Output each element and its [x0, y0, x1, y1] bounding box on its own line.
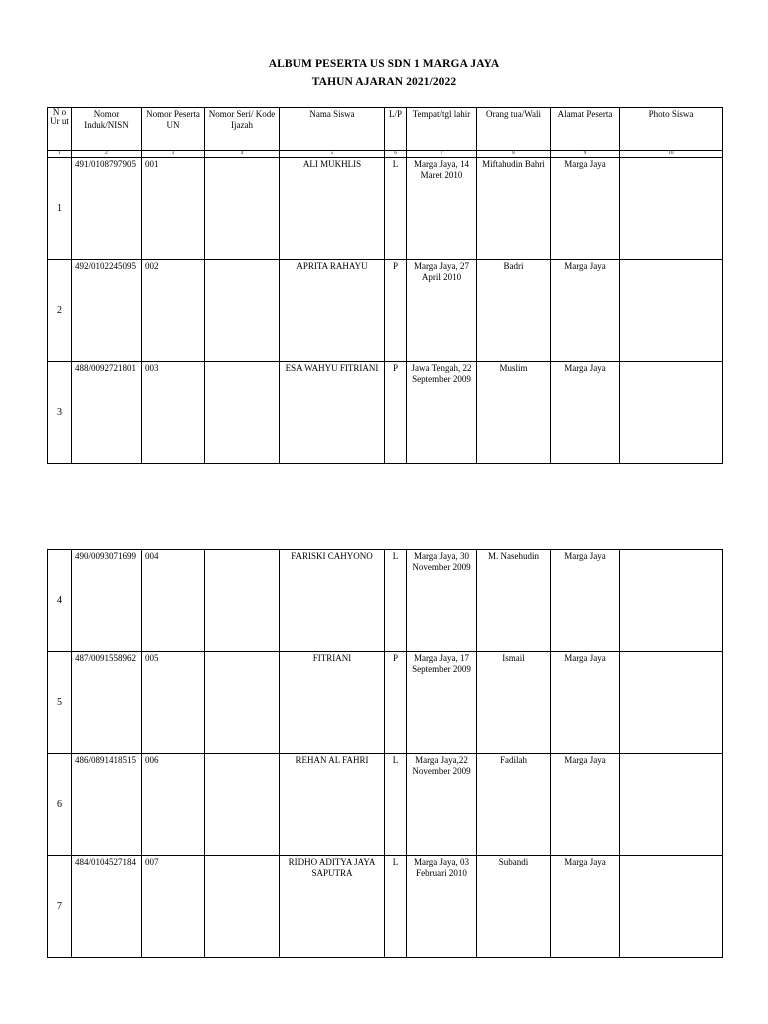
document-title: ALBUM PESERTA US SDN 1 MARGA JAYA [268, 58, 500, 70]
lp-cell: P [385, 652, 407, 754]
nama-cell: APRITA RAHAYU [280, 260, 385, 362]
table-row [48, 754, 723, 856]
peserta-cell: 001 [142, 158, 205, 260]
ortu-cell: Fadilah [477, 754, 551, 856]
header-row [48, 108, 723, 151]
row-number: 1 [48, 158, 72, 260]
peserta-cell: 007 [142, 856, 205, 958]
alamat-cell: Marga Jaya [551, 550, 620, 652]
row-number: 5 [48, 652, 72, 754]
column-number: 4 [205, 151, 280, 158]
header-nisn: Nomor Induk/NISN [72, 108, 142, 151]
nisn-cell: 488/0092721801 [72, 362, 142, 464]
alamat-cell: Marga Jaya [551, 856, 620, 958]
table-row [48, 652, 723, 754]
peserta-cell: 006 [142, 754, 205, 856]
table-row [48, 158, 723, 260]
ttl-cell: Marga Jaya, 27 April 2010 [407, 260, 477, 362]
row-number: 6 [48, 754, 72, 856]
header-lp: L/P [385, 108, 407, 151]
nisn-cell: 486/0891418515 [72, 754, 142, 856]
nama-cell: ALI MUKHLIS [280, 158, 385, 260]
seri-cell [205, 754, 280, 856]
ttl-cell: Marga Jaya, 14 Maret 2010 [407, 158, 477, 260]
peserta-cell: 002 [142, 260, 205, 362]
nisn-cell: 491/0108797905 [72, 158, 142, 260]
lp-cell: L [385, 856, 407, 958]
header-no: N o Ur ut [48, 108, 72, 151]
nama-cell: REHAN AL FAHRI [280, 754, 385, 856]
photo-cell [620, 550, 723, 652]
alamat-cell: Marga Jaya [551, 362, 620, 464]
ttl-cell: Marga Jaya,22 November 2009 [407, 754, 477, 856]
column-number: 2 [72, 151, 142, 158]
column-number: 7 [407, 151, 477, 158]
row-number: 4 [48, 550, 72, 652]
column-number: 3 [142, 151, 205, 158]
ttl-cell: Marga Jaya, 17 September 2009 [407, 652, 477, 754]
header-nama: Nama Siswa [280, 108, 385, 151]
row-number: 2 [48, 260, 72, 362]
seri-cell [205, 652, 280, 754]
participants-table-page-1 [47, 107, 723, 464]
photo-cell [620, 362, 723, 464]
ortu-cell: Ismail [477, 652, 551, 754]
column-number: 10 [620, 151, 723, 158]
ortu-cell: Badri [477, 260, 551, 362]
ortu-cell: Muslim [477, 362, 551, 464]
seri-cell [205, 260, 280, 362]
alamat-cell: Marga Jaya [551, 158, 620, 260]
peserta-cell: 003 [142, 362, 205, 464]
seri-cell [205, 362, 280, 464]
photo-cell [620, 652, 723, 754]
alamat-cell: Marga Jaya [551, 260, 620, 362]
peserta-cell: 004 [142, 550, 205, 652]
nama-cell: FITRIANI [280, 652, 385, 754]
column-number: 9 [551, 151, 620, 158]
header-ortu: Orang tua/Wali [477, 108, 551, 151]
photo-cell [620, 856, 723, 958]
table-row [48, 362, 723, 464]
column-number: 8 [477, 151, 551, 158]
lp-cell: L [385, 158, 407, 260]
column-number: 1 [48, 151, 72, 158]
row-number: 3 [48, 362, 72, 464]
table-row [48, 260, 723, 362]
seri-cell [205, 158, 280, 260]
nama-cell: RIDHO ADITYA JAYA SAPUTRA [280, 856, 385, 958]
seri-cell [205, 550, 280, 652]
column-number-row [48, 151, 723, 158]
nisn-cell: 490/0093071699 [72, 550, 142, 652]
row-number: 7 [48, 856, 72, 958]
ttl-cell: Marga Jaya, 03 Februari 2010 [407, 856, 477, 958]
ortu-cell: Miftahudin Bahri [477, 158, 551, 260]
photo-cell [620, 754, 723, 856]
photo-cell [620, 158, 723, 260]
header-alamat: Alamat Peserta [551, 108, 620, 151]
lp-cell: P [385, 362, 407, 464]
nisn-cell: 484/0104527184 [72, 856, 142, 958]
seri-cell [205, 856, 280, 958]
table-row [48, 856, 723, 958]
lp-cell: L [385, 550, 407, 652]
column-number: 6 [385, 151, 407, 158]
column-number: 5 [280, 151, 385, 158]
table-row [48, 550, 723, 652]
participants-table-page-2 [47, 549, 723, 958]
header-foto: Photo Siswa [620, 108, 723, 151]
alamat-cell: Marga Jaya [551, 652, 620, 754]
peserta-cell: 005 [142, 652, 205, 754]
document-subtitle: TAHUN AJARAN 2021/2022 [311, 76, 457, 88]
ttl-cell: Marga Jaya, 30 November 2009 [407, 550, 477, 652]
lp-cell: P [385, 260, 407, 362]
ttl-cell: Jawa Tengah, 22 September 2009 [407, 362, 477, 464]
ortu-cell: Subandi [477, 856, 551, 958]
header-ttl: Tempat/tgl lahir [407, 108, 477, 151]
nama-cell: FARISKI CAHYONO [280, 550, 385, 652]
header-seri: Nomor Seri/ Kode Ijazah [205, 108, 280, 151]
nisn-cell: 487/0091558962 [72, 652, 142, 754]
alamat-cell: Marga Jaya [551, 754, 620, 856]
ortu-cell: M. Nasehudin [477, 550, 551, 652]
lp-cell: L [385, 754, 407, 856]
nama-cell: ESA WAHYU FITRIANI [280, 362, 385, 464]
photo-cell [620, 260, 723, 362]
nisn-cell: 492/0102245095 [72, 260, 142, 362]
header-peserta: Nomor Peserta UN [142, 108, 205, 151]
